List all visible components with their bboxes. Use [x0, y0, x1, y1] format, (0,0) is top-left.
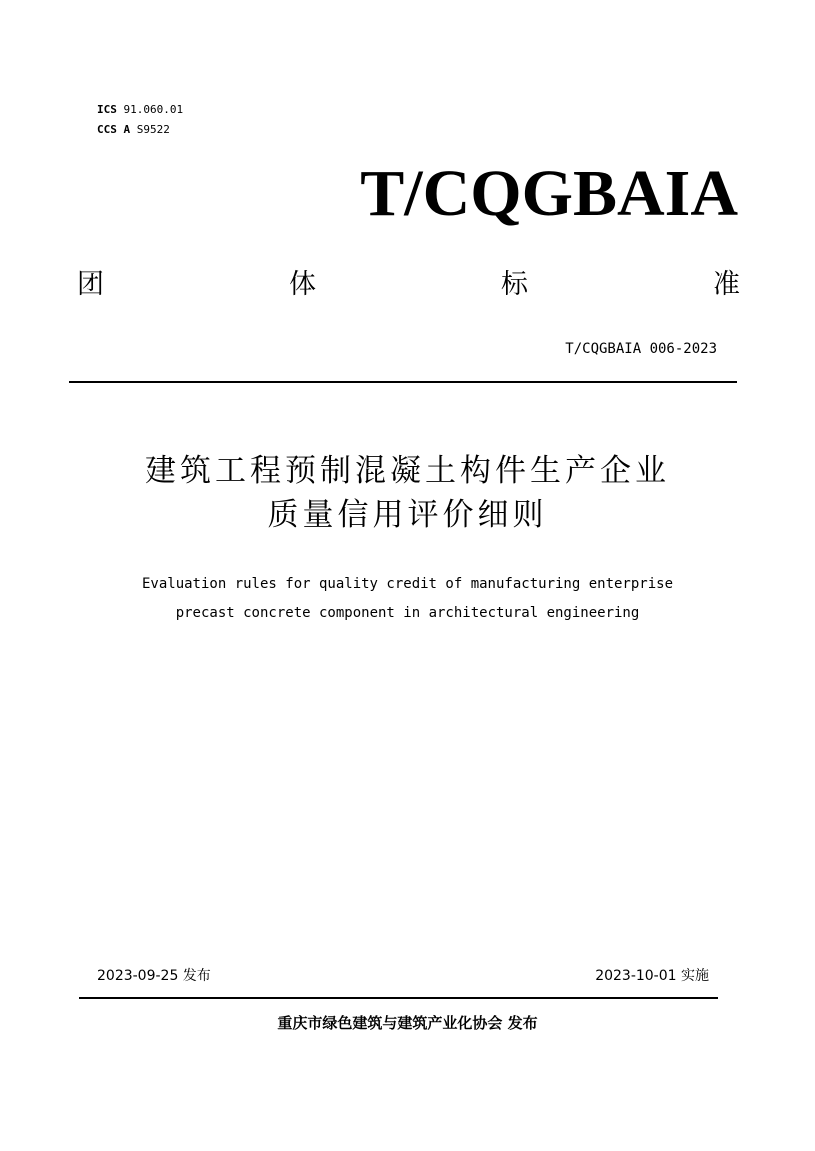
organization-code: T/CQGBAIA	[360, 157, 738, 230]
classification-codes	[97, 100, 183, 140]
bottom-divider	[79, 997, 718, 999]
top-divider	[69, 381, 737, 383]
ccs-label: CCS A	[97, 123, 131, 136]
ics-value: 91.060.01	[123, 103, 184, 116]
publisher: 重庆市绿色建筑与建筑产业化协会 发布	[277, 1014, 538, 1032]
standard-type-char: 团	[77, 269, 104, 300]
chinese-title-line-2: 质量信用评价细则	[267, 497, 548, 533]
ccs-value: S9522	[136, 123, 170, 136]
ccs-line	[97, 120, 183, 140]
english-title-line-1: Evaluation rules for quality credit of manufacturing enterprise	[141, 576, 673, 592]
standard-type-char: 体	[289, 269, 316, 300]
issue-date: 2023-09-25 发布	[97, 968, 211, 984]
ics-line	[97, 100, 183, 120]
standard-type-heading	[77, 265, 740, 305]
english-title-line-2: precast concrete component in architectural engineering	[175, 605, 640, 621]
standard-number: T/CQGBAIA 006-2023	[565, 341, 717, 357]
chinese-title-line-1: 建筑工程预制混凝土构件生产企业	[145, 453, 670, 489]
standard-type-char: 标	[501, 269, 528, 300]
implementation-date: 2023-10-01 实施	[595, 968, 709, 984]
ics-label: ICS	[97, 103, 117, 116]
standard-type-char: 准	[713, 269, 740, 300]
